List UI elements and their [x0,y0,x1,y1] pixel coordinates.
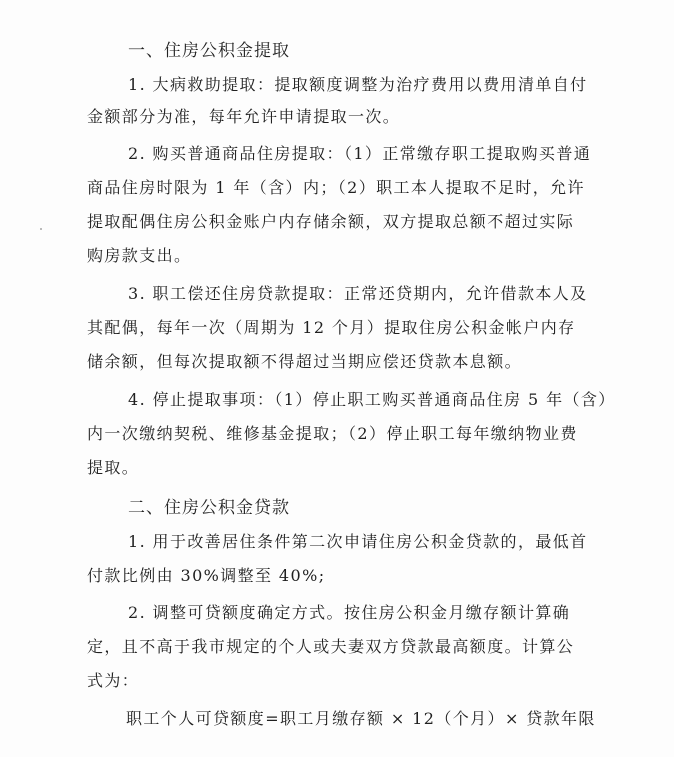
section-heading-housing-fund-loan: 二、住房公积金贷款 [128,498,290,518]
paragraph-line: 定，且不高于我市规定的个人或夫妻双方贷款最高额度。计算公 [87,637,575,656]
paragraph-line: 购房款支出。 [87,246,192,265]
scan-speck [40,228,42,230]
paragraph-line: 内一次缴纳契税、维修基金提取；（2）停止职工每年缴纳物业费 [87,424,578,443]
paragraph-line: 4. 停止提取事项：（1）停止职工购买普通商品住房 5 年（含） [128,390,616,409]
paragraph-line: 商品住房时限为 1 年（含）内；（2）职工本人提取不足时，允许 [87,178,585,197]
paragraph-line: 1. 用于改善居住条件第二次申请住房公积金贷款的，最低首 [128,532,588,551]
paragraph-line: 储余额，但每次提取额不得超过当期应偿还贷款本息额。 [87,352,523,371]
paragraph-line: 其配偶，每年一次（周期为 12 个月）提取住房公积金帐户内存 [87,318,576,337]
paragraph-line: 付款比例由 30%调整至 40%; [87,566,326,585]
paragraph-line: 1. 大病救助提取：提取额度调整为治疗费用以费用清单自付 [128,75,588,94]
paragraph-line: 3. 职工偿还住房贷款提取：正常还贷期内，允许借款本人及 [128,284,588,303]
paragraph-line: 2. 调整可贷额度确定方式。按住房公积金月缴存额计算确 [128,603,571,622]
paragraph-line: 式为： [87,671,140,690]
paragraph-line: 2. 购买普通商品住房提取：（1）正常缴存职工提取购买普通 [128,144,592,163]
paragraph-line: 提取配偶住房公积金账户内存储余额，双方提取总额不超过实际 [87,212,575,231]
paragraph-line: 金额部分为准，每年允许申请提取一次。 [87,107,401,126]
section-heading-housing-fund-withdrawal: 一、住房公积金提取 [128,41,290,61]
paragraph-line: 提取。 [87,458,140,477]
loan-formula: 职工个人可贷额度=职工月缴存额 × 12（个月）× 贷款年限 [126,709,596,728]
